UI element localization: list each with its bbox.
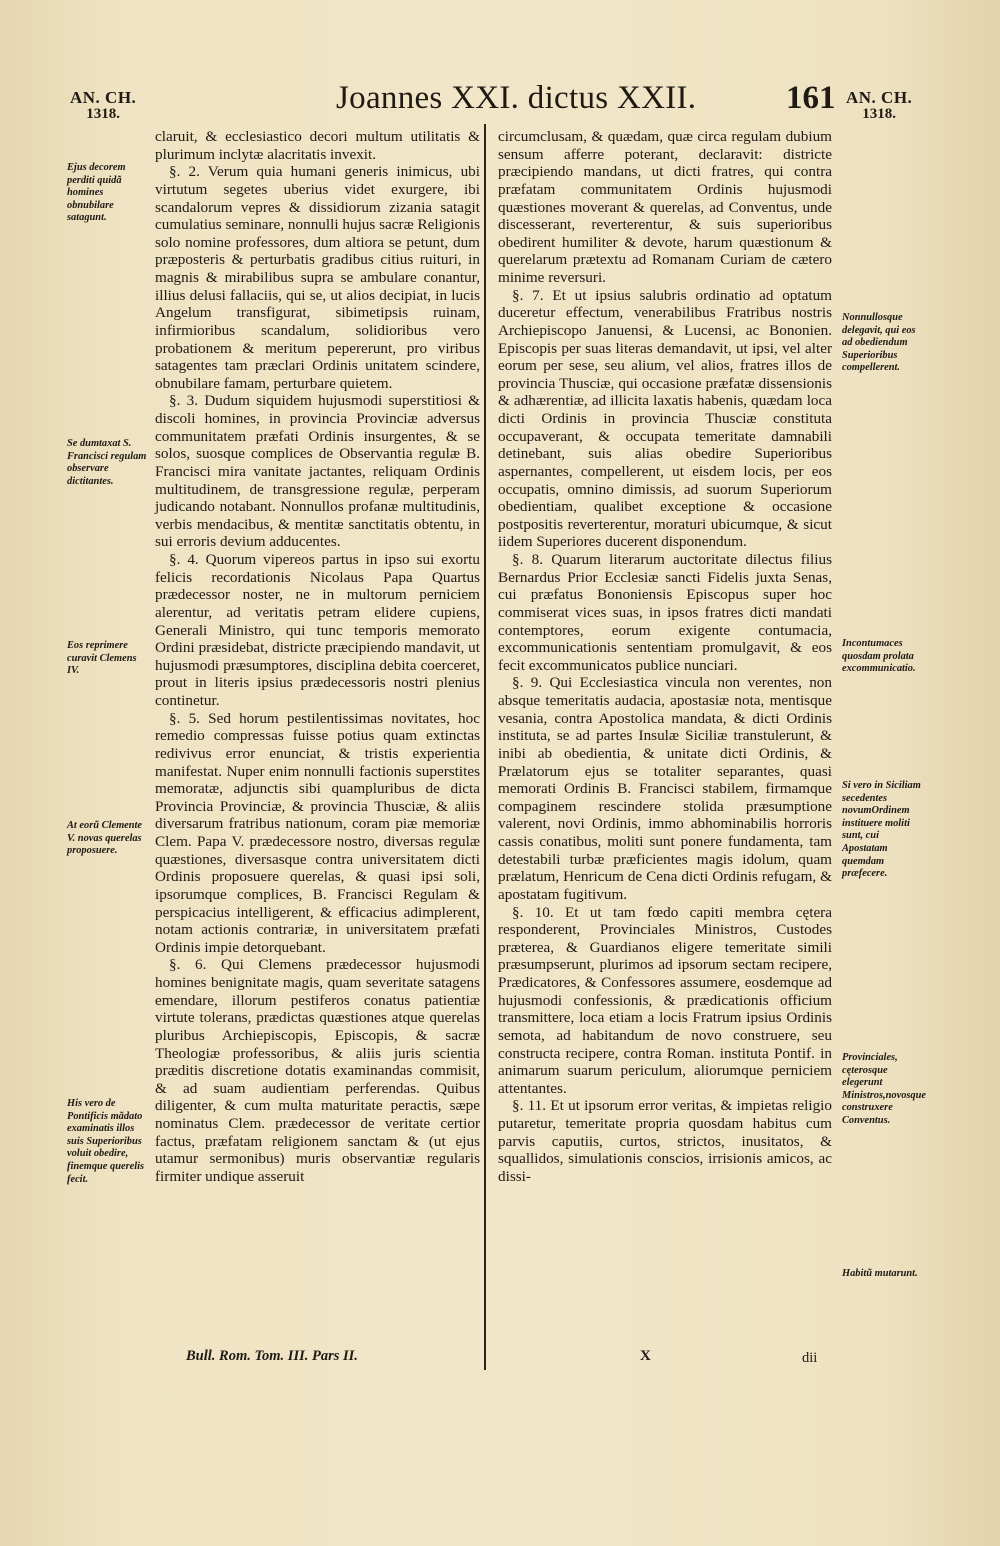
column-rule (484, 124, 486, 1370)
paragraph-section-4: §. 4. Quorum vipereos partus in ipso sui exortu felicis recordationis Nicolaus Papa Quartus prædecessor noster, ne in multorum perniciem alerentur, ad veritatis petram elidere cupiens, Generali Ministro, qui tunc temporis memorato Ordini præsidebat, districte præcipiendo mandavit, ut hujusmodi præsumptores, disciplina debita coerceret, prout in literis ipsius prædecessoris nostri plenius continetur. (155, 551, 480, 709)
paragraph-section-9: §. 9. Qui Ecclesiastica vincula non verentes, non absque temeritatis audacia, apostasiæ nota, mentisque vesania, contra Apostolica mandata, & dicti Ordinis instituta, se ad partes Insulæ Siciliæ transtulerunt, & inibi ab obedientia, & unitate dicti Ordinis, & Prælatorum ejus se totaliter separantes, quasi memorati Ordinis B. Francisci stabilem, firmamque compaginem rescindere stolida præsumptione valerent, novi Ordinis, immo abhominabilis horroris cassis conatibus, moliti sunt ponere fundamenta, tam detestabili turbæ præficientes magis idolum, quam prælatum, Henricum de Cena dicti Ordinis refugam, & apostatam fugitivum. (498, 674, 832, 903)
signature-mark: X (640, 1348, 651, 1364)
margin-note-left-1: Ejus decorem perditi quidã homines obnubilare satagunt. (67, 162, 126, 224)
text-column-right (498, 128, 832, 1186)
footer-citation: Bull. Rom. Tom. III. Pars II. (186, 1348, 358, 1364)
margin-note-left-3: Eos reprimere curavit Clemens IV. (67, 640, 137, 677)
text-column-left (155, 128, 480, 1186)
corner-label-left: AN. CH. (70, 88, 137, 107)
paragraph-section-8: §. 8. Quarum literarum auctoritate dilectus filius Bernardus Prior Ecclesiæ sancti Fidelis juxta Senas, cui præfatus Bononiensis Episcopus super hoc commiserat vices suas, in ipsos fratres dicti mandati contemptores, eorum exigente contumacia, excommunicationis sententiam promulgavit, & eos fecit excommunicatos publice nunciari. (498, 551, 832, 674)
margin-note-left-5: His vero de Pontificis mãdato examinatis illos suis Superioribus voluit obedire, finemque querelis fecit. (67, 1098, 145, 1185)
paragraph-section-3: §. 3. Dudum siquidem hujusmodi superstitiosi & discoli homines, in provincia Provinciæ adversus communitatem præfati Ordinis insurgentes, & se solos, suosque complices de Observantia regulæ B. Francisci mira vanitate jactantes, reliquam Ordinis multitudinem, de transgressione regulæ, perperam judicando notabant. Nonnullos profanæ multitudinis, verbis mendacibus, & mentitæ sanctitatis obtentu, in sui erroris devium adducentes. (155, 392, 480, 551)
paragraph: circumclusam, & quædam, quæ circa regulam dubium sensum afferre poterant, declaravit: districte præcipiendo mandans, ut dicti fratres, qui contra præfatam communitatem Ordinis hujusmodi quæstiones moverant & querelas, ad Conventus, unde discesserant, reverterentur, & suis superioribus obedirent humiliter & devote, harum quæstionum & querelarum prætextu ad Romanam Curiam de cætero minime reversuri. (498, 128, 832, 286)
margin-note-right-5: Habitũ mutarunt. (842, 1268, 918, 1279)
year-corner-left (70, 88, 136, 123)
paragraph-section-7: §. 7. Et ut ipsius salubris ordinatio ad optatum duceretur effectum, venerabilibus Fratribus nostris Archiepiscopo Januensi, & Lucensi, ac Bononien. Episcopis per suas literas demandavit, ut ipsi, vel alter eorum per sese, seu alium, vel alios, fratres illos de provincia Thusciæ, qui occasione præfatæ dissensionis & adhærentiæ, ad illicita laxatis habenis, quædam loca dicti Ordinis in provincia Thusciæ constituta occupaverant, & occupata temeritate damnabili detinebant, suis alias obedire Superioribus aspernantes, compellerent, ut eisdem locis, per eos occupatis, omnino dimissis, ad suorum Superiorum obedientiam, qualibet exceptione & occasione postpositis reverterentur, moraturi ubicumque, & sicut iidem Superiores ducerent disponendum. (498, 286, 832, 551)
margin-note-right-1: Nonnullosque delegavit, qui eos ad obediendum Superioribus compellerent. (842, 312, 916, 374)
catchword: dii (802, 1350, 818, 1366)
running-head: Joannes XXI. dictus XXII. (336, 80, 697, 116)
margin-note-right-4: Provinciales, cęterosque elegerunt Ministros,novosque construxere Conventus. (842, 1052, 927, 1126)
page-number: 161 (786, 80, 836, 116)
paragraph-section-6: §. 6. Qui Clemens prædecessor hujusmodi homines benignitate magis, quam severitate satagens emendare, illorum pestiferos conatus patientiæ virtute tolerans, prædictas quæstiones atque querelas pluribus Archiepiscopis, Episcopis, & sacræ Theologiæ professoribus, & aliis juris scientia præditis discretione dotatis examinandas commisit, & ad suam audientiam perferendas. Quibus diligenter, & cum multa maturitate peractis, sæpe nominatus Clem. prædecessor de veritate certior factus, præfatam religionem sanctam & (ut ejus utamur sermonibus) muris observantiæ regularis firmiter undique asseruit (155, 956, 480, 1185)
corner-year-right: 1318. (862, 106, 897, 122)
paragraph: claruit, & ecclesiastico decori multum utilitatis & plurimum inclytæ alacritatis invexit. (155, 128, 480, 163)
paragraph-section-5: §. 5. Sed horum pestilentissimas novitates, hoc remedio compressas fuisse potius quam extinctas redivivus error enunciat, & tristis experientia manifestat. Nuper enim nonnulli factionis superstites memoratæ, adjunctis sibi quampluribus de dicta Provincia Provinciæ, & provincia Thusciæ, & aliis diversarum fratribus nationum, coram piæ memoriæ Clem. Papa V. prædecessore nostro, diversas regulæ quæstiones, diversasque contra universitatem dicti Ordinis proposuere querelas, & quasi ipsi soli, ipsorumque complices, B. Francisci Regulam & perspicacius intelligerent, & efficacius adimplerent, notam actionis contrariæ, in universitatem præfati Ordinis impie detorquebant. (155, 709, 480, 956)
year-corner-right (846, 88, 912, 123)
margin-note-right-3: Si vero in Siciliam secedentes novumOrdinem instituere moliti sunt, cui Apostatam quemdam præfecere. (842, 780, 921, 880)
paragraph-section-2: §. 2. Verum quia humani generis inimicus, ubi virtutum segetes uberius videt exurgere, ibi scandalorum vepres & dissidiorum zizania satagit cumulatius seminare, nonnulli hujus sacræ Religionis solo nomine professores, dum altiora se petunt, dum præposteris & perturbatis gradibus citius ruituri, in magnis & mirabilibus supra se ambulare conantur, illius delusi fallaciis, qui se, ut alios decipiat, in lucis Angelum transfigurat, sibimetipsis ruinam, infirmioribus scandalum, solidioribus vero probationem & meritum pepererunt, pro viribus satagentes tam præclari Ordinis unitatem scindere, obnubilare famam, perturbare quietem. (155, 163, 480, 392)
margin-note-right-2: Incontumaces quosdam prolata excommunicatio. (842, 638, 916, 675)
margin-note-left-2: Se dumtaxat S. Francisci regulam observare dictitantes. (67, 438, 147, 487)
margin-note-left-4: At eorũ Clemente V. novas querelas proposuere. (67, 820, 143, 857)
corner-label-right: AN. CH. (846, 88, 913, 107)
paragraph-section-10: §. 10. Et ut tam fœdo capiti membra cętera responderent, Provinciales Ministros, Custodes præterea, & Guardianos eligere temeritate simili præsumpserunt, plurimos ad ipsorum sectam recipere, Prædicatores, & Confessores assumere, eosdemque ad hujusmodi confessionis, & prædicationis officium transmittere, loca etiam a locis Fratrum ipsius Ordinis semota, ad habitandum de novo construere, seu constructa recipere, contra Roman. instituta Pontif. in animarum suarum periculum, aliorumque perniciem attentantes. (498, 903, 832, 1097)
paragraph-section-11: §. 11. Et ut ipsorum error veritas, & impietas religio putaretur, temeritate propria quosdam habitus cum parvis caputiis, curtos, strictos, inusitatos, & squallidos, simulationis conscios, irrisionis amicos, ac dissi- (498, 1097, 832, 1185)
corner-year-left: 1318. (86, 106, 121, 122)
